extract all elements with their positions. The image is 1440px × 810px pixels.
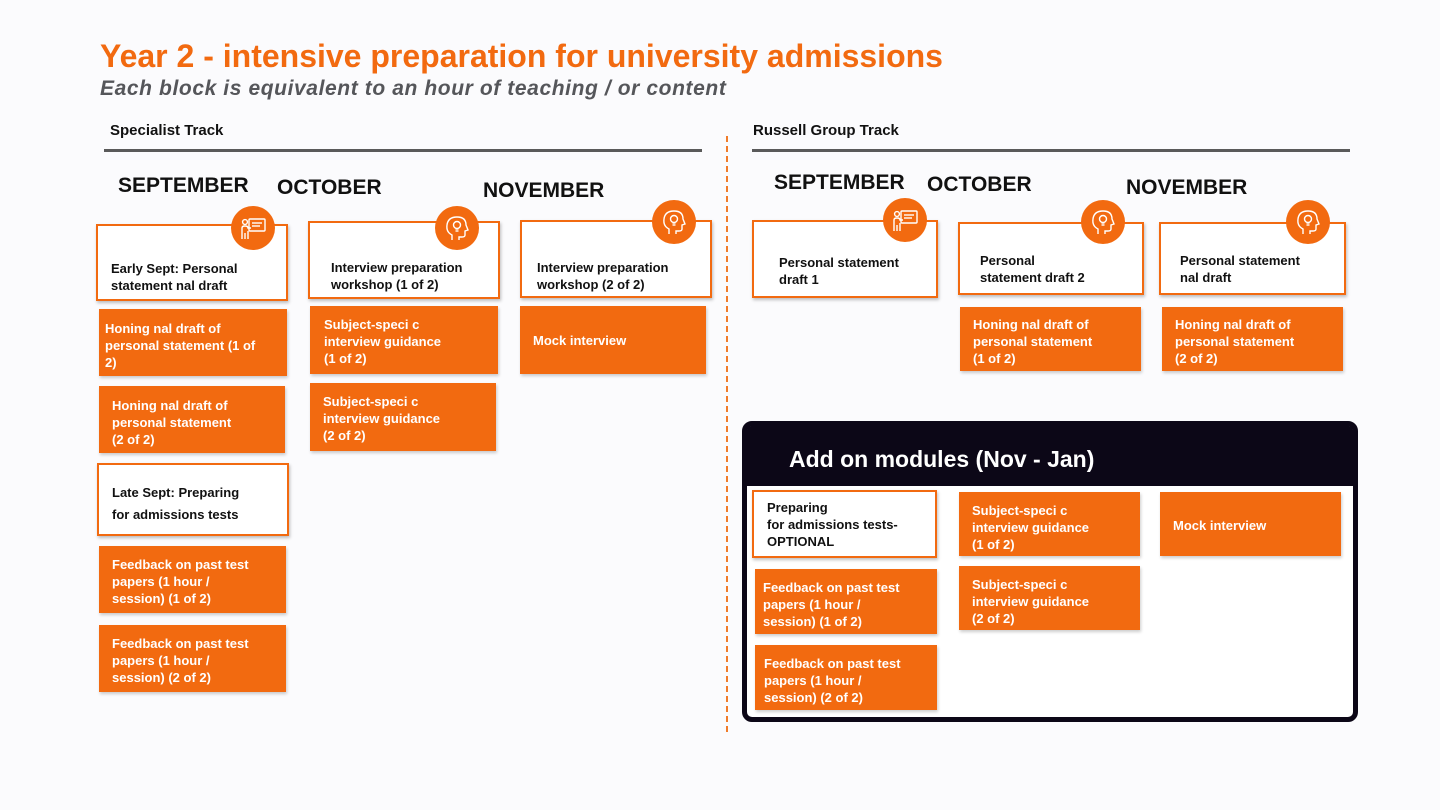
specialist-sept-late-card: Late Sept: Preparing for admissions tests: [97, 463, 289, 536]
specialist-track-divider: [104, 149, 702, 152]
page-subtitle: Each block is equivalent to an hour of teaching / or content: [100, 77, 727, 100]
head-lightbulb-icon: [652, 200, 696, 244]
specialist-month-november: NOVEMBER: [483, 179, 605, 202]
addon-block-guidance-1: Subject-speci c interview guidance (1 of 2): [959, 492, 1140, 556]
presentation-teacher-icon: [231, 206, 275, 250]
track-separator: [726, 136, 728, 732]
addon-block-feedback-2: Feedback on past test papers (1 hour / session) (2 of 2): [755, 645, 937, 710]
russell-track-label: Russell Group Track: [753, 122, 899, 139]
specialist-nov-workshop-card: Interview preparation workshop (2 of 2): [520, 220, 712, 298]
specialist-month-september: SEPTEMBER: [118, 174, 249, 197]
specialist-sept-early-card: Early Sept: Personal statement nal draft: [96, 224, 288, 301]
addon-block-feedback-1: Feedback on past test papers (1 hour / session) (1 of 2): [755, 569, 937, 634]
russell-nov-final-card: Personal statement nal draft: [1159, 222, 1346, 295]
specialist-sept-block-feedback-2: Feedback on past test papers (1 hour / session) (2 of 2): [99, 625, 286, 692]
page-title: Year 2 - intensive preparation for university admissions: [100, 38, 943, 74]
head-lightbulb-icon: [435, 206, 479, 250]
addon-title: Add on modules (Nov - Jan): [789, 446, 1095, 472]
russell-track-divider: [752, 149, 1350, 152]
russell-oct-block-honing-1: Honing nal draft of personal statement (1 of 2): [960, 307, 1141, 371]
head-lightbulb-icon: [1081, 200, 1125, 244]
specialist-track-label: Specialist Track: [110, 122, 224, 139]
specialist-oct-workshop-card: Interview preparation workshop (1 of 2): [308, 221, 500, 299]
russell-sept-draft1-card: Personal statement draft 1: [752, 220, 938, 298]
specialist-sept-block-feedback-1: Feedback on past test papers (1 hour / session) (1 of 2): [99, 546, 286, 613]
specialist-sept-block-honing-1: Honing nal draft of personal statement (1 of 2): [99, 309, 287, 376]
russell-month-november: NOVEMBER: [1126, 176, 1248, 199]
addon-admissions-tests-card: Preparing for admissions tests- OPTIONAL: [752, 490, 937, 558]
russell-month-september: SEPTEMBER: [774, 171, 905, 194]
addon-block-guidance-2: Subject-speci c interview guidance (2 of 2): [959, 566, 1140, 630]
specialist-oct-block-guidance-2: Subject-speci c interview guidance (2 of 2): [310, 383, 496, 451]
addon-block-mock: Mock interview: [1160, 492, 1341, 556]
addon-modules-panel: [742, 421, 1358, 722]
specialist-sept-block-honing-2: Honing nal draft of personal statement (2 of 2): [99, 386, 285, 453]
specialist-nov-block-mock: Mock interview: [520, 306, 706, 374]
specialist-oct-block-guidance-1: Subject-speci c interview guidance (1 of 2): [310, 306, 498, 374]
presentation-teacher-icon: [883, 198, 927, 242]
specialist-month-october: OCTOBER: [277, 176, 382, 199]
head-lightbulb-icon: [1286, 200, 1330, 244]
russell-oct-draft2-card: Personal statement draft 2: [958, 222, 1144, 295]
russell-month-october: OCTOBER: [927, 173, 1032, 196]
russell-nov-block-honing-2: Honing nal draft of personal statement (2 of 2): [1162, 307, 1343, 371]
